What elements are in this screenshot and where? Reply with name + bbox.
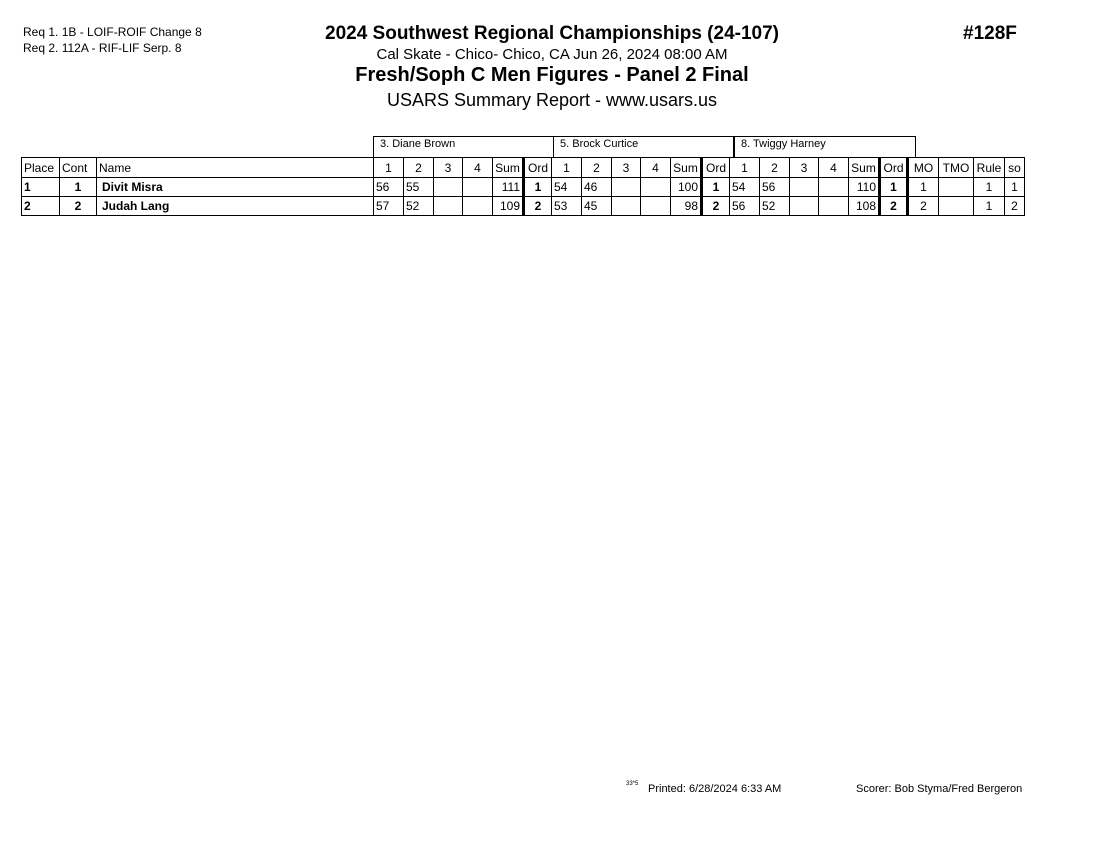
score-cell: 56 bbox=[760, 178, 790, 197]
score-cell: 53 bbox=[552, 197, 582, 216]
mo-cell: 2 bbox=[908, 197, 939, 216]
score-cell: 46 bbox=[582, 178, 612, 197]
col-j3-fig3: 3 bbox=[790, 158, 819, 178]
place-cell: 1 bbox=[22, 178, 60, 197]
col-j1-fig4: 4 bbox=[463, 158, 493, 178]
ord-cell: 2 bbox=[702, 197, 730, 216]
score-cell bbox=[463, 197, 493, 216]
col-j3-fig1: 1 bbox=[730, 158, 760, 178]
col-rule: Rule bbox=[974, 158, 1005, 178]
col-j1-sum: Sum bbox=[493, 158, 524, 178]
col-j2-sum: Sum bbox=[671, 158, 702, 178]
score-cell: 54 bbox=[552, 178, 582, 197]
col-name: Name bbox=[97, 158, 374, 178]
judge-header-2: 5. Brock Curtice bbox=[553, 136, 734, 157]
score-cell: 54 bbox=[730, 178, 760, 197]
scorer-credit: Scorer: Bob Styma/Fred Bergeron bbox=[856, 783, 1023, 795]
results-table bbox=[21, 157, 1025, 216]
col-j1-fig3: 3 bbox=[434, 158, 463, 178]
mo-cell: 1 bbox=[908, 178, 939, 197]
ord-cell: 1 bbox=[880, 178, 908, 197]
sum-cell: 100 bbox=[671, 178, 702, 197]
col-j2-fig4: 4 bbox=[641, 158, 671, 178]
judge-header-3: 8. Twiggy Harney bbox=[734, 136, 916, 157]
tmo-cell bbox=[939, 197, 974, 216]
sum-cell: 108 bbox=[849, 197, 880, 216]
competition-title: 2024 Southwest Regional Championships (24-107) bbox=[325, 23, 779, 44]
col-j2-fig3: 3 bbox=[612, 158, 641, 178]
footer-mark: 33*5 bbox=[626, 781, 639, 787]
ord-cell: 1 bbox=[702, 178, 730, 197]
col-j1-fig2: 2 bbox=[404, 158, 434, 178]
score-cell bbox=[641, 197, 671, 216]
so-cell: 1 bbox=[1005, 178, 1025, 197]
col-j1-fig1: 1 bbox=[374, 158, 404, 178]
rule-cell: 1 bbox=[974, 178, 1005, 197]
sum-cell: 98 bbox=[671, 197, 702, 216]
report-title: USARS Summary Report - www.usars.us bbox=[386, 90, 718, 110]
requirement-2: Req 2. 112A - RIF-LIF Serp. 8 bbox=[23, 41, 182, 55]
place-cell: 2 bbox=[22, 197, 60, 216]
event-number: #128F bbox=[963, 23, 1017, 44]
competition-subtitle: Cal Skate - Chico- Chico, CA Jun 26, 2024 08:00 AM bbox=[376, 46, 728, 63]
score-cell bbox=[612, 178, 641, 197]
col-j2-fig1: 1 bbox=[552, 158, 582, 178]
sum-cell: 109 bbox=[493, 197, 524, 216]
table-row bbox=[22, 178, 1025, 197]
requirement-1: Req 1. 1B - LOIF-ROIF Change 8 bbox=[23, 25, 202, 39]
score-cell bbox=[434, 178, 463, 197]
col-j2-fig2: 2 bbox=[582, 158, 612, 178]
col-j1-ord: Ord bbox=[524, 158, 552, 178]
score-cell: 57 bbox=[374, 197, 404, 216]
score-cell: 55 bbox=[404, 178, 434, 197]
col-j3-ord: Ord bbox=[880, 158, 908, 178]
score-cell bbox=[790, 197, 819, 216]
cont-cell: 2 bbox=[60, 197, 97, 216]
ord-cell: 2 bbox=[524, 197, 552, 216]
sum-cell: 111 bbox=[493, 178, 524, 197]
tmo-cell bbox=[939, 178, 974, 197]
header-row bbox=[22, 158, 1025, 178]
col-so: so bbox=[1005, 158, 1025, 178]
ord-cell: 2 bbox=[880, 197, 908, 216]
event-name: Fresh/Soph C Men Figures - Panel 2 Final bbox=[355, 64, 749, 86]
score-cell bbox=[641, 178, 671, 197]
col-j3-fig4: 4 bbox=[819, 158, 849, 178]
score-cell bbox=[819, 178, 849, 197]
col-j2-ord: Ord bbox=[702, 158, 730, 178]
score-cell bbox=[612, 197, 641, 216]
score-cell bbox=[790, 178, 819, 197]
table-row bbox=[22, 197, 1025, 216]
skater-name: Divit Misra bbox=[97, 178, 374, 197]
ord-cell: 1 bbox=[524, 178, 552, 197]
score-cell: 52 bbox=[760, 197, 790, 216]
skater-name: Judah Lang bbox=[97, 197, 374, 216]
col-tmo: TMO bbox=[939, 158, 974, 178]
score-cell bbox=[463, 178, 493, 197]
printed-timestamp: Printed: 6/28/2024 6:33 AM bbox=[648, 783, 782, 795]
score-cell: 52 bbox=[404, 197, 434, 216]
col-j3-fig2: 2 bbox=[760, 158, 790, 178]
col-mo: MO bbox=[908, 158, 939, 178]
score-cell: 45 bbox=[582, 197, 612, 216]
score-cell: 56 bbox=[730, 197, 760, 216]
rule-cell: 1 bbox=[974, 197, 1005, 216]
score-cell bbox=[819, 197, 849, 216]
col-cont: Cont bbox=[60, 158, 97, 178]
score-cell bbox=[434, 197, 463, 216]
col-place: Place bbox=[22, 158, 60, 178]
score-cell: 56 bbox=[374, 178, 404, 197]
judge-header-1: 3. Diane Brown bbox=[373, 136, 554, 157]
sum-cell: 110 bbox=[849, 178, 880, 197]
col-j3-sum: Sum bbox=[849, 158, 880, 178]
so-cell: 2 bbox=[1005, 197, 1025, 216]
cont-cell: 1 bbox=[60, 178, 97, 197]
